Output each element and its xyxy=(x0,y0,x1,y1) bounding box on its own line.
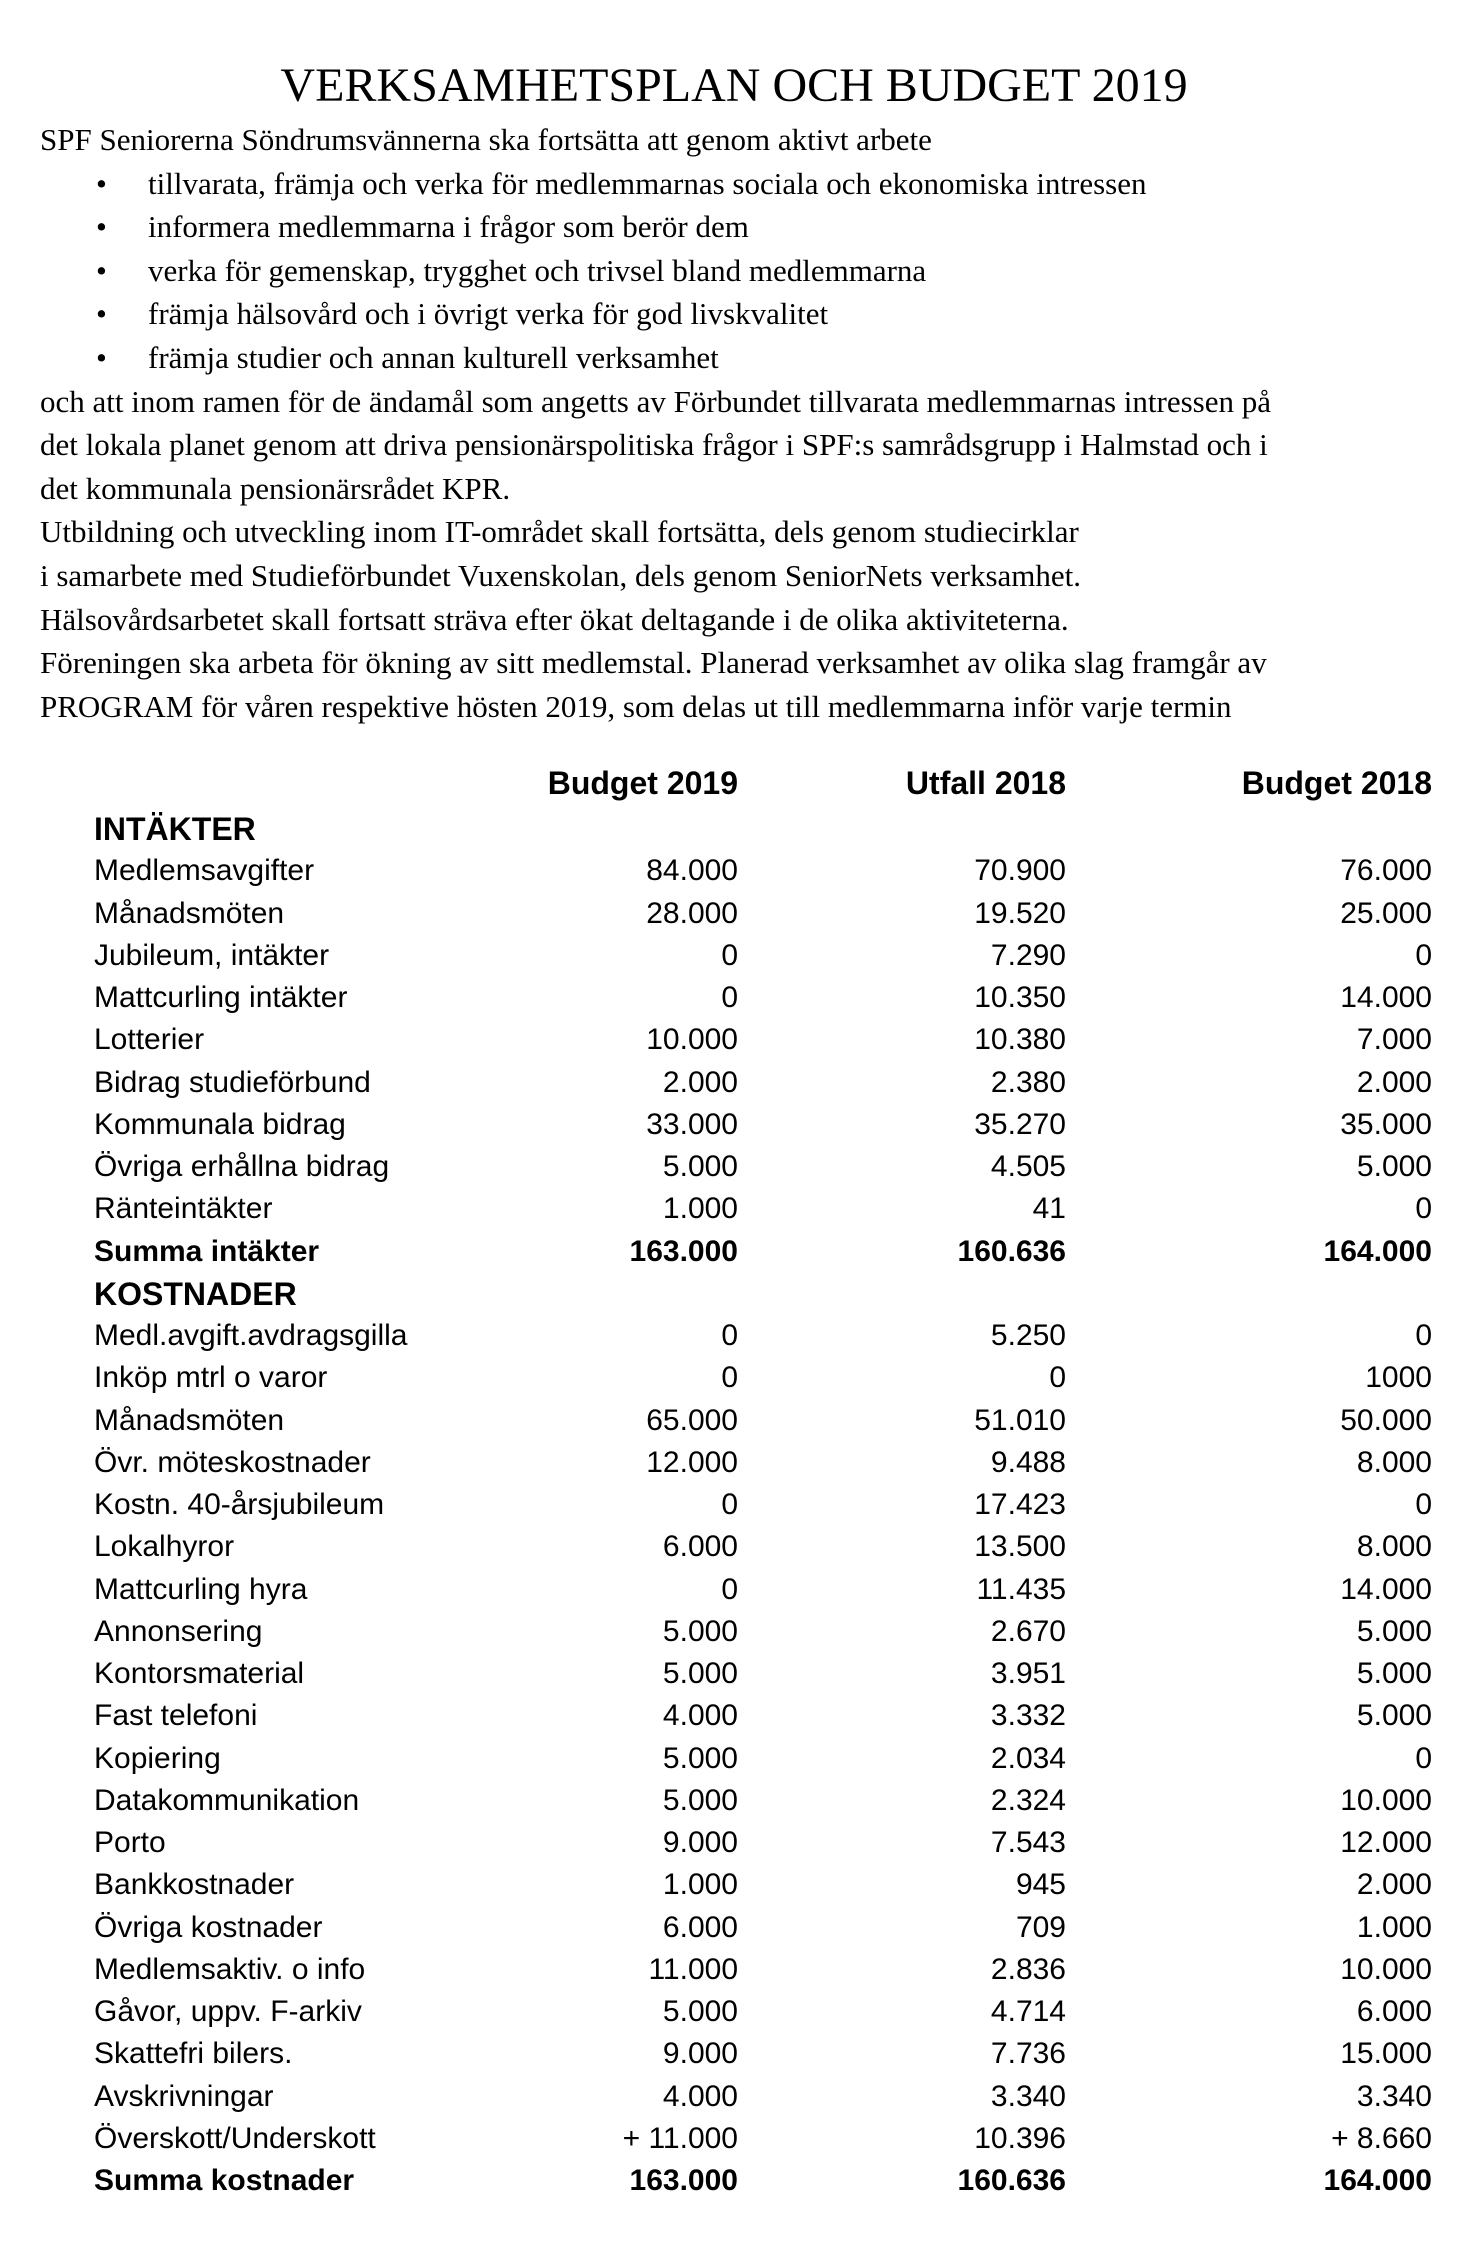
row-value: 3.340 xyxy=(1356,2079,1432,2113)
row-value: 160.636 xyxy=(957,2164,1066,2197)
paragraph-line: det lokala planet genom att driva pensionärspolitiska frågor i SPF:s samrådsgrupp i Halmstad och i xyxy=(40,427,1268,463)
row-value: 19.520 xyxy=(974,896,1066,930)
row-value: 10.000 xyxy=(1340,1783,1432,1817)
goal-item xyxy=(40,249,1468,293)
row-value: 0 xyxy=(721,1319,738,1352)
cost-row xyxy=(0,1949,1468,1991)
row-value: 5.000 xyxy=(662,1995,738,2028)
row-value: 1000 xyxy=(1365,1361,1432,1395)
row-value: 5.000 xyxy=(1356,1699,1432,1733)
row-value: 7.543 xyxy=(990,1826,1066,1859)
cost-row xyxy=(0,1357,1468,1399)
row-value: 3.951 xyxy=(990,1657,1066,1690)
cost-row xyxy=(0,2033,1468,2075)
row-value: 945 xyxy=(1015,1868,1066,1902)
bullet-icon: • xyxy=(96,209,107,245)
row-value: 76.000 xyxy=(1340,854,1432,888)
row-value: 4.714 xyxy=(990,1995,1066,2028)
row-value: 2.324 xyxy=(990,1783,1066,1817)
paragraph-line: PROGRAM för våren respektive hösten 2019, som delas ut till medlemmarna inför varje termin xyxy=(40,688,1232,724)
cost-row xyxy=(0,2118,1468,2160)
row-value: 10.350 xyxy=(974,981,1066,1014)
row-value: 1.000 xyxy=(662,1868,738,1902)
row-value: 5.000 xyxy=(662,1741,738,1775)
row-label: Bidrag studieförbund xyxy=(94,1065,371,1099)
row-value: 10.396 xyxy=(974,2121,1066,2155)
cost-row xyxy=(0,2076,1468,2118)
row-value: 0 xyxy=(721,1361,738,1395)
row-value: 0 xyxy=(721,1572,738,1606)
budget-header-row xyxy=(0,758,1468,808)
row-label: Datakommunikation xyxy=(94,1783,360,1817)
row-value: 7.290 xyxy=(990,938,1066,972)
row-label: Skattefri bilers. xyxy=(94,2037,293,2071)
row-label: Kopiering xyxy=(94,1741,221,1775)
row-value: 5.000 xyxy=(662,1657,738,1690)
row-value: 10.000 xyxy=(1340,1952,1432,1986)
row-value: 0 xyxy=(1415,938,1432,972)
cost-row xyxy=(0,1907,1468,1949)
row-value: 163.000 xyxy=(629,2164,738,2197)
row-value: 6.000 xyxy=(1356,1995,1432,2028)
goal-text: främja studier och annan kulturell verksamhet xyxy=(148,339,719,375)
row-label: Övriga erhållna bidrag xyxy=(94,1150,390,1183)
income-row xyxy=(0,977,1468,1019)
bullet-icon: • xyxy=(96,339,107,375)
goal-list xyxy=(40,162,1468,380)
cost-row xyxy=(0,1695,1468,1737)
row-label: Medlemsavgifter xyxy=(94,854,315,888)
row-value: 11.000 xyxy=(648,1952,738,1986)
row-label: Avskrivningar xyxy=(94,2079,274,2113)
column-header: Budget 2018 xyxy=(1241,765,1432,801)
income-row xyxy=(0,1146,1468,1188)
row-label: Månadsmöten xyxy=(94,896,285,930)
row-label: Summa intäkter xyxy=(94,1234,320,1268)
section-heading: KOSTNADER xyxy=(94,1275,297,1312)
row-value: 35.000 xyxy=(1340,1107,1432,1141)
row-value: 0 xyxy=(721,938,738,972)
cost-row xyxy=(0,1400,1468,1442)
row-label: Medl.avgift.avdragsgilla xyxy=(94,1319,408,1352)
row-value: 5.000 xyxy=(1356,1657,1432,1690)
row-value: 33.000 xyxy=(646,1107,738,1141)
row-label: Lotterier xyxy=(94,1023,205,1057)
row-value: 10.380 xyxy=(974,1023,1066,1057)
row-label: Gåvor, uppv. F-arkiv xyxy=(94,1995,362,2028)
cost-row xyxy=(0,1611,1468,1653)
goal-item xyxy=(40,336,1468,380)
paragraph-line: Hälsovårdsarbetet skall fortsatt sträva efter ökat deltagande i de olika aktiviteterna. xyxy=(40,601,1069,637)
row-value: 5.000 xyxy=(662,1150,738,1183)
budget-table xyxy=(0,758,1468,2202)
income-row xyxy=(0,1104,1468,1146)
row-label: Kontorsmaterial xyxy=(94,1657,305,1690)
cost-row xyxy=(0,1442,1468,1484)
column-header: Budget 2019 xyxy=(547,765,738,801)
goal-text: verka för gemenskap, trygghet och trivsel bland medlemmarna xyxy=(148,252,927,288)
income-row xyxy=(0,1188,1468,1230)
row-value: 0 xyxy=(1415,1741,1432,1775)
row-value: 4.000 xyxy=(662,1699,738,1733)
paragraph-line: i samarbete med Studieförbundet Vuxenskolan, dels genom SeniorNets verksamhet. xyxy=(40,557,1081,593)
paragraph-line: Utbildning och utveckling inom IT-området skall fortsätta, dels genom studiecirklar xyxy=(40,514,1079,550)
income-heading-row xyxy=(0,808,1468,850)
row-value: 8.000 xyxy=(1356,1530,1432,1564)
bullet-icon: • xyxy=(96,252,107,288)
row-label: Inköp mtrl o varor xyxy=(94,1361,328,1395)
cost-row xyxy=(0,1822,1468,1864)
row-value: 6.000 xyxy=(662,1530,738,1564)
cost-row xyxy=(0,1780,1468,1822)
row-value: 0 xyxy=(1415,1319,1432,1352)
row-value: 5.000 xyxy=(662,1783,738,1817)
row-value: 65.000 xyxy=(646,1403,738,1437)
row-value: 0 xyxy=(721,1488,738,1521)
income-row xyxy=(0,850,1468,892)
row-value: 7.736 xyxy=(990,2037,1066,2071)
row-label: Lokalhyror xyxy=(94,1530,235,1564)
row-value: 84.000 xyxy=(646,854,738,888)
row-label: Annonsering xyxy=(94,1614,263,1648)
row-value: 164.000 xyxy=(1323,1234,1432,1268)
row-label: Kommunala bidrag xyxy=(94,1107,346,1141)
row-label: Jubileum, intäkter xyxy=(94,938,330,972)
cost-total-row xyxy=(0,2160,1468,2202)
row-label: Mattcurling hyra xyxy=(94,1572,308,1606)
paragraph-line: det kommunala pensionärsrådet KPR. xyxy=(40,470,511,506)
row-value: 2.836 xyxy=(990,1952,1066,1986)
paragraph-line: och att inom ramen för de ändamål som angetts av Förbundet tillvarata medlemmarnas intressen på xyxy=(40,383,1272,419)
goal-item xyxy=(40,162,1468,206)
income-row xyxy=(0,935,1468,977)
bullet-icon: • xyxy=(96,165,107,201)
row-value: 13.500 xyxy=(974,1530,1066,1564)
row-value: 9.000 xyxy=(662,2037,738,2071)
cost-row xyxy=(0,1569,1468,1611)
goal-item xyxy=(40,292,1468,336)
row-value: 4.505 xyxy=(990,1150,1066,1183)
row-label: Överskott/Underskott xyxy=(94,2121,376,2155)
cost-row xyxy=(0,1315,1468,1357)
row-value: 14.000 xyxy=(1340,1572,1432,1606)
row-value: 10.000 xyxy=(646,1023,738,1057)
row-value: 3.340 xyxy=(990,2079,1066,2113)
row-value: 41 xyxy=(1032,1192,1066,1226)
row-value: 51.010 xyxy=(974,1403,1066,1437)
row-value: 14.000 xyxy=(1340,981,1432,1014)
row-value: 0 xyxy=(1415,1488,1432,1521)
row-value: + 11.000 xyxy=(622,2121,738,2155)
row-value: 5.000 xyxy=(1356,1614,1432,1648)
goal-text: främja hälsovård och i övrigt verka för god livskvalitet xyxy=(148,296,829,332)
row-label: Ränteintäkter xyxy=(94,1192,273,1226)
column-header: Utfall 2018 xyxy=(905,765,1066,801)
row-label: Mattcurling intäkter xyxy=(94,981,348,1014)
row-value: 0 xyxy=(1415,1192,1432,1226)
row-value: 1.000 xyxy=(662,1192,738,1226)
row-label: Övr. möteskostnader xyxy=(94,1445,371,1479)
row-value: 3.332 xyxy=(990,1699,1066,1733)
row-label: Porto xyxy=(94,1826,166,1859)
goal-text: informera medlemmarna i frågor som berör dem xyxy=(148,209,749,245)
income-row xyxy=(0,893,1468,935)
row-value: 160.636 xyxy=(957,1234,1066,1268)
row-value: 5.000 xyxy=(662,1614,738,1648)
page-title: VERKSAMHETSPLAN OCH BUDGET 2019 xyxy=(280,59,1188,112)
row-value: 2.670 xyxy=(990,1614,1066,1648)
row-label: Kostn. 40-årsjubileum xyxy=(94,1488,385,1521)
row-value: 7.000 xyxy=(1356,1023,1432,1057)
row-label: Medlemsaktiv. o info xyxy=(94,1952,366,1986)
income-total-row xyxy=(0,1231,1468,1273)
row-label: Övriga kostnader xyxy=(94,1910,323,1944)
row-value: + 8.660 xyxy=(1331,2121,1432,2155)
row-value: 8.000 xyxy=(1356,1445,1432,1479)
cost-heading-row xyxy=(0,1273,1468,1315)
goal-item xyxy=(40,205,1468,249)
intro-section xyxy=(40,118,1468,728)
row-value: 1.000 xyxy=(1356,1910,1432,1944)
row-value: 5.250 xyxy=(990,1319,1066,1352)
row-value: 12.000 xyxy=(1340,1826,1432,1859)
goal-text: tillvarata, främja och verka för medlemmarnas sociala och ekonomiska intressen xyxy=(148,165,1147,201)
row-value: 11.435 xyxy=(976,1572,1066,1606)
row-value: 2.000 xyxy=(662,1065,738,1099)
paragraph-line: Föreningen ska arbeta för ökning av sitt medlemstal. Planerad verksamhet av olika slag framgår av xyxy=(40,645,1267,681)
row-value: 2.380 xyxy=(990,1065,1066,1099)
row-label: Summa kostnader xyxy=(94,2164,355,2197)
intro-line: SPF Seniorerna Söndrumsvännerna ska fortsätta att genom aktivt arbete xyxy=(40,122,932,157)
cost-row xyxy=(0,1484,1468,1526)
row-value: 2.034 xyxy=(990,1741,1066,1775)
row-value: 5.000 xyxy=(1356,1150,1432,1183)
row-value: 164.000 xyxy=(1323,2164,1432,2197)
row-value: 709 xyxy=(1015,1910,1066,1944)
cost-row xyxy=(0,1738,1468,1780)
row-value: 2.000 xyxy=(1356,1868,1432,1902)
cost-row xyxy=(0,1653,1468,1695)
cost-row xyxy=(0,1864,1468,1906)
row-label: Bankkostnader xyxy=(94,1868,295,1902)
row-value: 163.000 xyxy=(629,1234,738,1268)
income-row xyxy=(0,1019,1468,1061)
row-value: 9.488 xyxy=(990,1445,1066,1479)
row-value: 25.000 xyxy=(1340,896,1432,930)
row-value: 50.000 xyxy=(1340,1403,1432,1437)
row-value: 9.000 xyxy=(662,1826,738,1859)
row-value: 4.000 xyxy=(662,2079,738,2113)
section-heading: INTÄKTER xyxy=(94,811,256,847)
cost-row xyxy=(0,1991,1468,2033)
bullet-icon: • xyxy=(96,296,107,332)
row-value: 15.000 xyxy=(1340,2037,1432,2071)
row-value: 0 xyxy=(1049,1361,1066,1395)
row-value: 6.000 xyxy=(662,1910,738,1944)
row-value: 70.900 xyxy=(974,854,1066,888)
income-row xyxy=(0,1062,1468,1104)
row-value: 2.000 xyxy=(1356,1065,1432,1099)
row-label: Fast telefoni xyxy=(94,1699,258,1733)
row-value: 17.423 xyxy=(974,1488,1066,1521)
row-value: 0 xyxy=(721,981,738,1014)
row-value: 28.000 xyxy=(646,896,738,930)
row-label: Månadsmöten xyxy=(94,1403,285,1437)
cost-row xyxy=(0,1526,1468,1568)
row-value: 35.270 xyxy=(974,1107,1066,1141)
row-value: 12.000 xyxy=(646,1445,738,1479)
